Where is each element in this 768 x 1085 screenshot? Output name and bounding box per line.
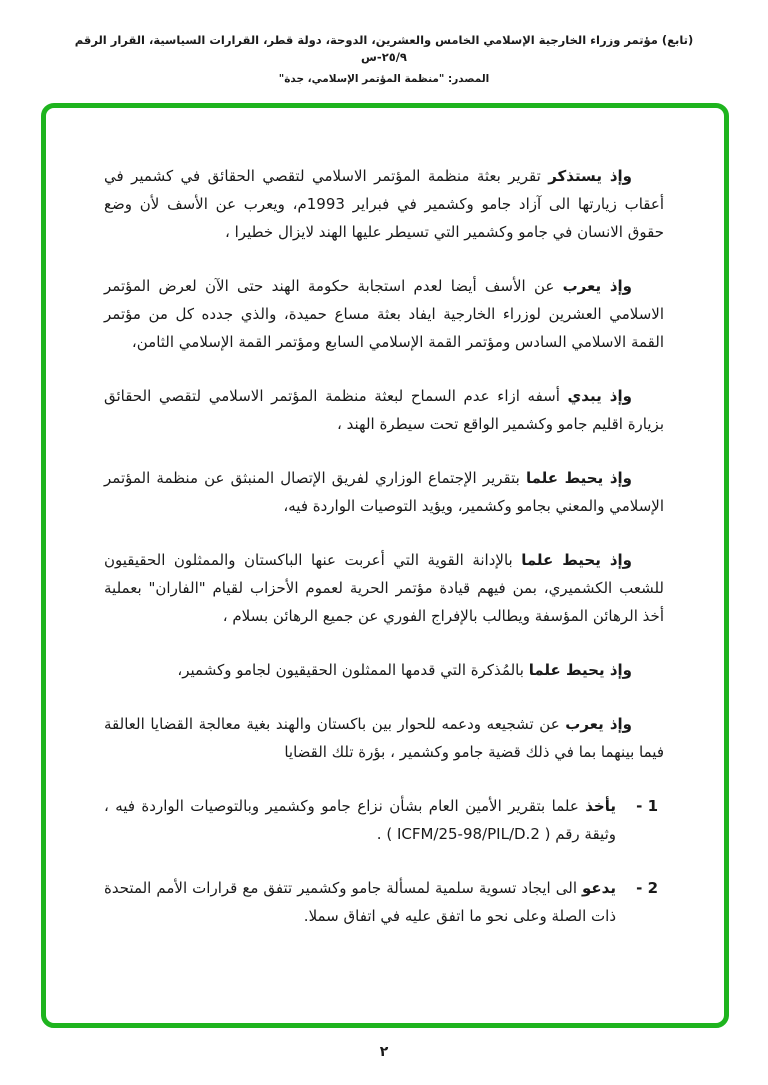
numbered-item xyxy=(104,874,664,930)
item-body xyxy=(104,792,616,848)
item-number: 2 - xyxy=(636,879,658,897)
paragraph-text: عن الأسف أيضا لعدم استجابة حكومة الهند حتى الآن لعرض المؤتمر الاسلامي العشرين لوزراء الخارجية ايفاد بعثة مساع حميدة، والذي جدده كل من مؤتمر القمة الاسلامي السادس ومؤتمر القمة الإسلامي السابع ومؤتمر القمة الإسلامي الثامن، xyxy=(104,277,664,351)
item-text: علما بتقرير الأمين العام بشأن نزاع جامو وكشمير وبالتوصيات الواردة فيه ، وثيقة رقم ( ICFM/25-98/PIL/D.2 ) . xyxy=(104,797,616,843)
page-number: ٢ xyxy=(379,1044,389,1060)
header-line-2: المصدر: "منظمة المؤتمر الإسلامي، جدة" xyxy=(278,72,490,85)
paragraph-lead: وإذ يعرب xyxy=(565,715,632,733)
paragraph xyxy=(104,656,664,684)
item-lead: يأخذ xyxy=(585,797,616,815)
paragraph-lead: وإذ يحيط علما xyxy=(525,469,632,487)
document-body xyxy=(46,108,724,930)
paragraph-lead: وإذ يحيط علما xyxy=(528,661,632,679)
paragraph-text: تقرير بعثة منظمة المؤتمر الاسلامي لتقصي الحقائق في كشمير في أعقاب زيارتها الى آزاد جامو وكشمير في فبراير 1993م، ويعرب عن الأسف لأن وضع حقوق الانسان في جامو وكشمير التي تسيطر عليها الهند لايزال خطيرا ، xyxy=(104,167,664,241)
document-header xyxy=(0,0,768,85)
paragraph-text: عن تشجيعه ودعمه للحوار بين باكستان والهند بغية معالجة القضايا العالقة فيما بينهما بما في ذلك قضية جامو وكشمير ، بؤرة تلك القضايا xyxy=(104,715,664,761)
paragraph xyxy=(104,546,664,630)
header-line-1: (تابع) مؤتمر وزراء الخارجية الإسلامي الخامس والعشرين، الدوحة، دولة قطر، القرارات السياسية، القرار الرقم ٢٥/٩-س xyxy=(74,33,694,65)
paragraph-lead: وإذ يستذكر xyxy=(548,167,633,185)
paragraph xyxy=(104,710,664,766)
content-border-box xyxy=(41,103,729,1028)
paragraph-text: بتقرير الإجتماع الوزاري لفريق الإتصال المنبثق عن منظمة المؤتمر الإسلامي والمعني بجامو وكشمير، ويؤيد التوصيات الواردة فيه، xyxy=(104,469,664,515)
paragraph-text: بالإدانة القوية التي أعربت عنها الباكستان والممثلون الحقيقيون للشعب الكشميري، بمن فيهم قيادة مؤتمر الحرية لعموم الأحزاب لقيام "الفاران" بعملية أخذ الرهائن المؤسفة ويطالب بالإفراج الفوري عن جميع الرهائن بسلام ، xyxy=(104,551,664,625)
paragraph xyxy=(104,162,664,246)
paragraph-text: بالمُذكرة التي قدمها الممثلون الحقيقيون لجامو وكشمير، xyxy=(177,661,524,679)
paragraph-lead: وإذ يبدي xyxy=(567,387,632,405)
paragraph-lead: وإذ يعرب xyxy=(562,277,632,295)
item-number: 1 - xyxy=(636,797,658,815)
item-body xyxy=(104,874,616,930)
item-lead: يدعو xyxy=(582,879,616,897)
paragraph xyxy=(104,464,664,520)
numbered-item xyxy=(104,792,664,848)
paragraph xyxy=(104,272,664,356)
item-text: الى ايجاد تسوية سلمية لمسألة جامو وكشمير تتفق مع قرارات الأمم المتحدة ذات الصلة وعلى نحو ما اتفق عليه في اتفاق سملا. xyxy=(104,879,616,925)
paragraph xyxy=(104,382,664,438)
paragraph-lead: وإذ يحيط علما xyxy=(521,551,632,569)
paragraph-text: أسفه ازاء عدم السماح لبعثة منظمة المؤتمر الاسلامي لتقصي الحقائق بزيارة اقليم جامو وكشمير الواقع تحت سيطرة الهند ، xyxy=(104,387,664,433)
